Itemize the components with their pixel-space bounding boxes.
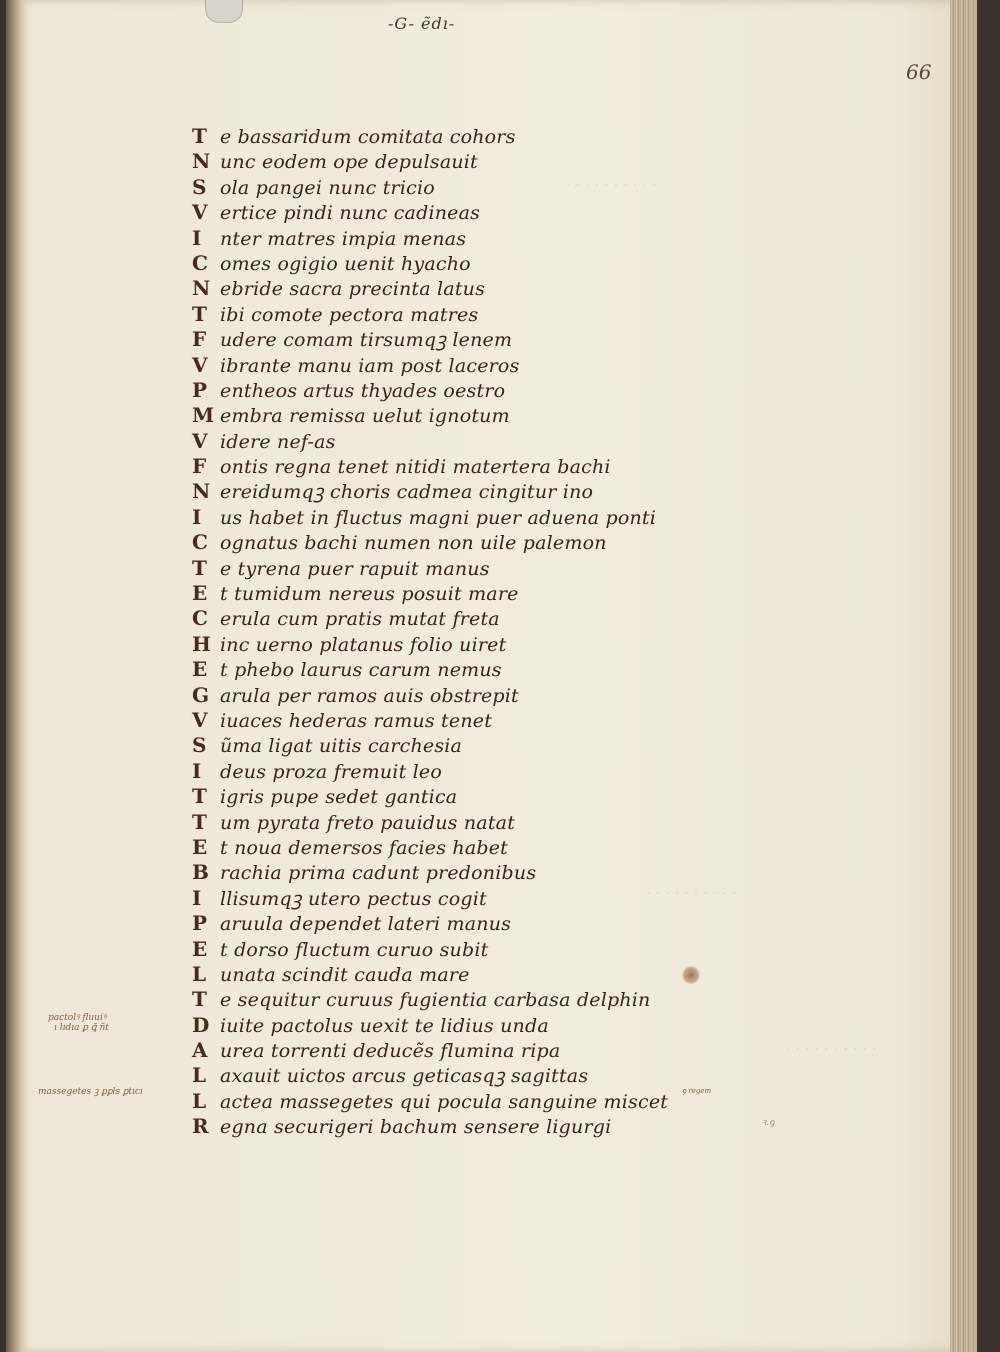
marginal-gloss: pactolꝰ fluuiꝰ — [48, 1013, 107, 1023]
verse-initial: E — [192, 657, 208, 682]
interlinear-gloss: ꝯ regem — [682, 1087, 712, 1095]
verse-text: ola pangei nunc tricio — [220, 176, 435, 199]
verse-text: ibrante manu iam post laceros — [220, 354, 520, 377]
verse-text: embra remissa uelut ignotum — [220, 405, 510, 428]
verse-text: us habet in fluctus magni puer aduena ponti — [220, 506, 657, 529]
verse-line — [192, 530, 792, 555]
verse-text: e sequitur curuus fugientia carbasa delphin — [220, 989, 651, 1012]
verse-initial: T — [192, 809, 207, 834]
verse-initial: F — [192, 327, 207, 352]
verse-text: nter matres impia menas — [220, 227, 467, 250]
verse-text: ebride sacra precinta latus — [220, 278, 486, 301]
verse-line — [192, 581, 792, 606]
verse-text: iuaces hederas ramus tenet — [220, 709, 493, 732]
verse-text: unc eodem ope depulsauit — [220, 151, 478, 174]
verse-text: ibi comote pectora matres — [220, 303, 479, 326]
marginal-gloss: massegetes ꝫ ꝑꝑls ꝑtıcı — [38, 1087, 143, 1097]
verse-text: rachia prima cadunt predonibus — [220, 862, 537, 885]
verse-line — [192, 556, 792, 581]
verse-line — [192, 302, 792, 327]
verse-initial: T — [192, 987, 207, 1012]
gutter-shadow — [6, 0, 28, 1352]
verse-text: axauit uictos arcus geticasqꝫ sagittas — [220, 1065, 589, 1088]
verse-initial: S — [192, 733, 207, 758]
verse-initial: A — [192, 1038, 208, 1063]
marginal-note: ꝛ.ꝯ — [762, 1118, 775, 1128]
show-through-ink: · · · · · · · · · · — [646, 884, 737, 902]
verse-line — [192, 378, 792, 403]
verse-text: erula cum pratis mutat freta — [220, 608, 500, 631]
verse-line — [192, 479, 792, 504]
verse-text: entheos artus thyades oestro — [220, 379, 506, 402]
verse-initial: H — [192, 631, 211, 656]
verse-line — [192, 403, 792, 428]
verse-line — [192, 937, 792, 962]
verse-line — [192, 911, 792, 936]
verse-text: t noua demersos facies habet — [220, 836, 509, 859]
verse-initial: D — [192, 1012, 210, 1037]
verse-line — [192, 632, 792, 657]
verse-line — [192, 860, 792, 885]
verse-text: inc uerno platanus folio uiret — [220, 633, 507, 656]
verse-line — [192, 810, 792, 835]
page-clip — [205, 0, 243, 23]
verse-line — [192, 124, 792, 149]
verse-text: actea massegetes qui pocula sanguine miscet — [220, 1090, 669, 1113]
folio-number: 66 — [906, 60, 932, 84]
verse-initial: N — [192, 149, 211, 174]
verse-initial: N — [192, 276, 211, 301]
show-through-ink: · · · · · · · · · · — [786, 1040, 877, 1058]
verse-initial: V — [192, 352, 208, 377]
verse-initial: C — [192, 606, 208, 631]
verse-line — [192, 683, 792, 708]
verse-text: urea torrenti deducẽs flumina ripa — [220, 1040, 561, 1063]
verse-text: omes ogigio uenit hyacho — [220, 252, 471, 275]
verse-line — [192, 226, 792, 251]
verse-initial: C — [192, 250, 208, 275]
verse-initial: N — [192, 479, 211, 504]
verse-line — [192, 149, 792, 174]
show-through-ink: · · · · · · · · · · — [566, 176, 657, 194]
verse-text: ereidumqꝫ choris cadmea cingitur ino — [220, 481, 594, 504]
verse-line — [192, 1114, 792, 1139]
verse-line — [192, 454, 792, 479]
verse-line — [192, 657, 792, 682]
verse-line — [192, 886, 792, 911]
verse-line — [192, 708, 792, 733]
verse-text: ognatus bachi numen non uile palemon — [220, 532, 607, 555]
verse-initial: T — [192, 124, 207, 148]
verse-line — [192, 1038, 792, 1063]
verse-initial: G — [192, 682, 210, 707]
verse-initial: P — [192, 377, 208, 402]
verse-text: ũma ligat uitis carchesia — [220, 735, 463, 758]
verse-line — [192, 276, 792, 301]
verse-text: egna securigeri bachum sensere ligurgi — [220, 1116, 612, 1139]
verse-text: arula per ramos auis obstrepit — [220, 684, 519, 707]
verse-text: ontis regna tenet nitidi matertera bachi — [220, 456, 611, 479]
verse-line — [192, 175, 792, 200]
verse-initial: V — [192, 200, 208, 225]
verse-initial: I — [192, 758, 202, 783]
verse-initial: T — [192, 555, 207, 580]
verse-text: um pyrata freto pauidus natat — [220, 811, 516, 834]
verse-initial: E — [192, 936, 208, 961]
verse-line — [192, 759, 792, 784]
verse-line — [192, 606, 792, 631]
verse-text: llisumqꝫ utero pectus cogit — [220, 887, 487, 910]
verse-initial: E — [192, 581, 208, 606]
verse-line — [192, 733, 792, 758]
verse-initial: P — [192, 911, 208, 936]
verse-text: udere comam tirsumqꝫ lenem — [220, 329, 513, 352]
verse-initial: M — [192, 403, 215, 428]
verse-line — [192, 1063, 792, 1088]
marginal-gloss: ı lıdıa ꝑ ꝗ̃ ñt — [54, 1023, 109, 1033]
verse-line — [192, 962, 792, 987]
verse-initial: R — [192, 1114, 209, 1139]
verse-line — [192, 353, 792, 378]
verse-line — [192, 200, 792, 225]
verse-line — [192, 429, 792, 454]
verse-text: e tyrena puer rapuit manus — [220, 557, 490, 580]
verse-text: t tumidum nereus posuit mare — [220, 583, 519, 606]
verse-initial: L — [192, 1063, 207, 1088]
verse-text: deus proza fremuit leo — [220, 760, 443, 783]
manuscript-page — [6, 0, 977, 1352]
verse-text: e bassaridum comitata cohors — [220, 126, 516, 148]
verse-initial: L — [192, 961, 207, 986]
verse-initial: S — [192, 174, 207, 199]
verse-initial: V — [192, 428, 208, 453]
verse-line — [192, 835, 792, 860]
verse-initial: T — [192, 301, 207, 326]
verse-text: iuite pactolus uexit te lidius unda — [220, 1014, 549, 1037]
verse-line — [192, 784, 792, 809]
verse-initial: I — [192, 504, 202, 529]
verse-line — [192, 987, 792, 1012]
running-head: -G- ẽdı- — [388, 14, 456, 33]
verse-text: t phebo laurus carum nemus — [220, 659, 502, 682]
verse-initial: E — [192, 834, 208, 859]
verse-initial: T — [192, 784, 207, 809]
verse-text: igris pupe sedet gantica — [220, 786, 458, 809]
verse-text: unata scindit cauda mare — [220, 963, 470, 986]
verse-line — [192, 327, 792, 352]
verse-initial: C — [192, 530, 208, 555]
verse-text: ertice pindi nunc cadineas — [220, 202, 481, 225]
verse-text: t dorso fluctum curuo subit — [220, 938, 489, 961]
verse-line — [192, 505, 792, 530]
ink-stain — [682, 966, 700, 984]
verse-text: aruula dependet lateri manus — [220, 913, 512, 936]
verse-line — [192, 251, 792, 276]
verse-initial: I — [192, 225, 202, 250]
verse-initial: B — [192, 860, 209, 885]
verse-initial: L — [192, 1088, 207, 1113]
verse-text: idere nef-as — [220, 430, 336, 453]
verse-initial: I — [192, 885, 202, 910]
page-fore-edge — [950, 0, 976, 1352]
verse-initial: V — [192, 707, 208, 732]
verse-initial: F — [192, 454, 207, 479]
verse-line — [192, 1013, 792, 1038]
verse-list — [192, 124, 792, 1140]
